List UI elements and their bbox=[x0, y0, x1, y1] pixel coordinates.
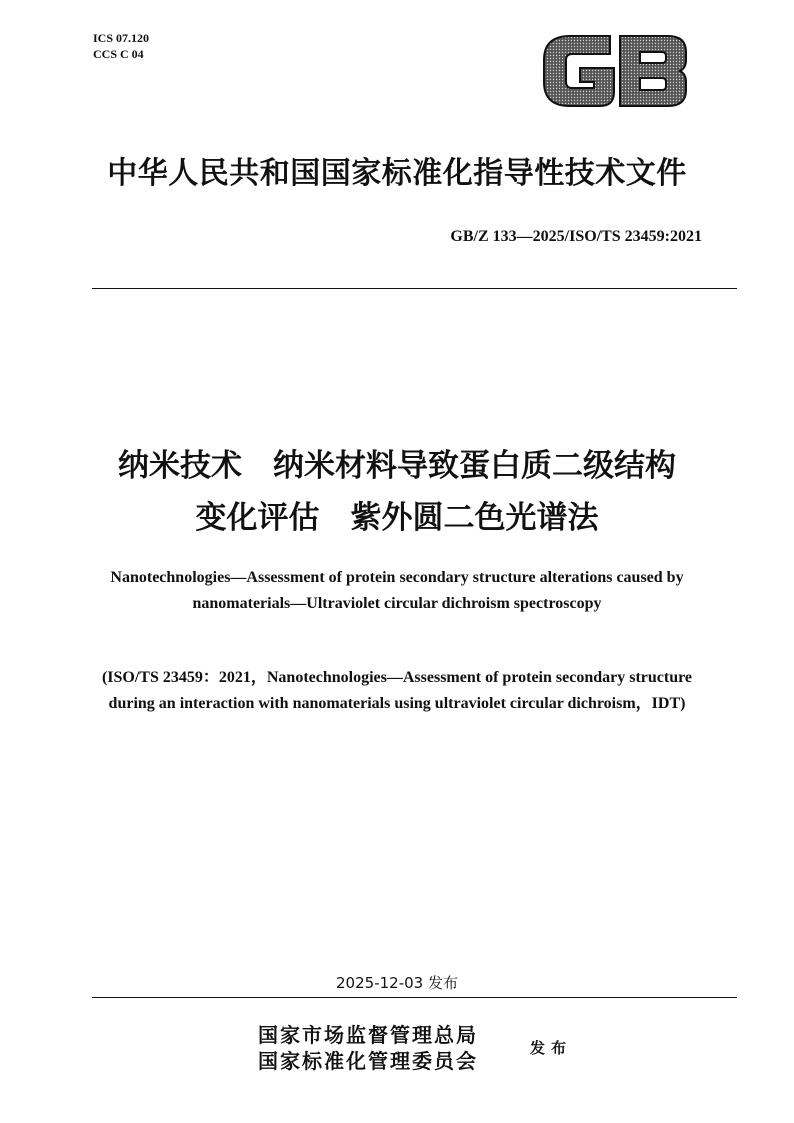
iso-reference bbox=[50, 665, 744, 717]
issuer-1: 国家市场监督管理总局 bbox=[258, 1023, 478, 1047]
ccs-code: CCS C 04 bbox=[93, 47, 144, 61]
issue-label: 发布 bbox=[530, 1039, 573, 1057]
bottom-divider bbox=[92, 997, 737, 998]
iso-reference-line-1: (ISO/TS 23459：2021，Nanotechnologies—Assessment of protein secondary structure bbox=[101, 669, 693, 686]
gb-logo-icon bbox=[540, 30, 690, 112]
issuer-2: 国家标准化管理委员会 bbox=[258, 1049, 478, 1073]
chinese-title-line-1: 纳米技术 纳米材料导致蛋白质二级结构 bbox=[118, 448, 676, 484]
issuing-authorities bbox=[258, 1022, 478, 1074]
chinese-title bbox=[0, 440, 794, 544]
iso-reference-line-2: during an interaction with nanomaterials using ultraviolet circular dichroism，IDT) bbox=[108, 695, 686, 712]
publication-date: 2025-12-03 发布 bbox=[336, 974, 458, 992]
ics-code: ICS 07.120 bbox=[93, 31, 150, 45]
chinese-title-line-2: 变化评估 紫外圆二色光谱法 bbox=[195, 500, 599, 536]
english-title-line-1: Nanotechnologies—Assessment of protein secondary structure alterations caused by bbox=[110, 569, 684, 586]
english-title-line-2: nanomaterials—Ultraviolet circular dichroism spectroscopy bbox=[192, 595, 602, 612]
classification-codes bbox=[93, 30, 149, 62]
standard-number: GB/Z 133—2025/ISO/TS 23459:2021 bbox=[450, 228, 702, 245]
top-divider bbox=[92, 288, 737, 289]
english-title bbox=[60, 565, 734, 617]
document-type-heading: 中华人民共和国国家标准化指导性技术文件 bbox=[107, 156, 687, 191]
